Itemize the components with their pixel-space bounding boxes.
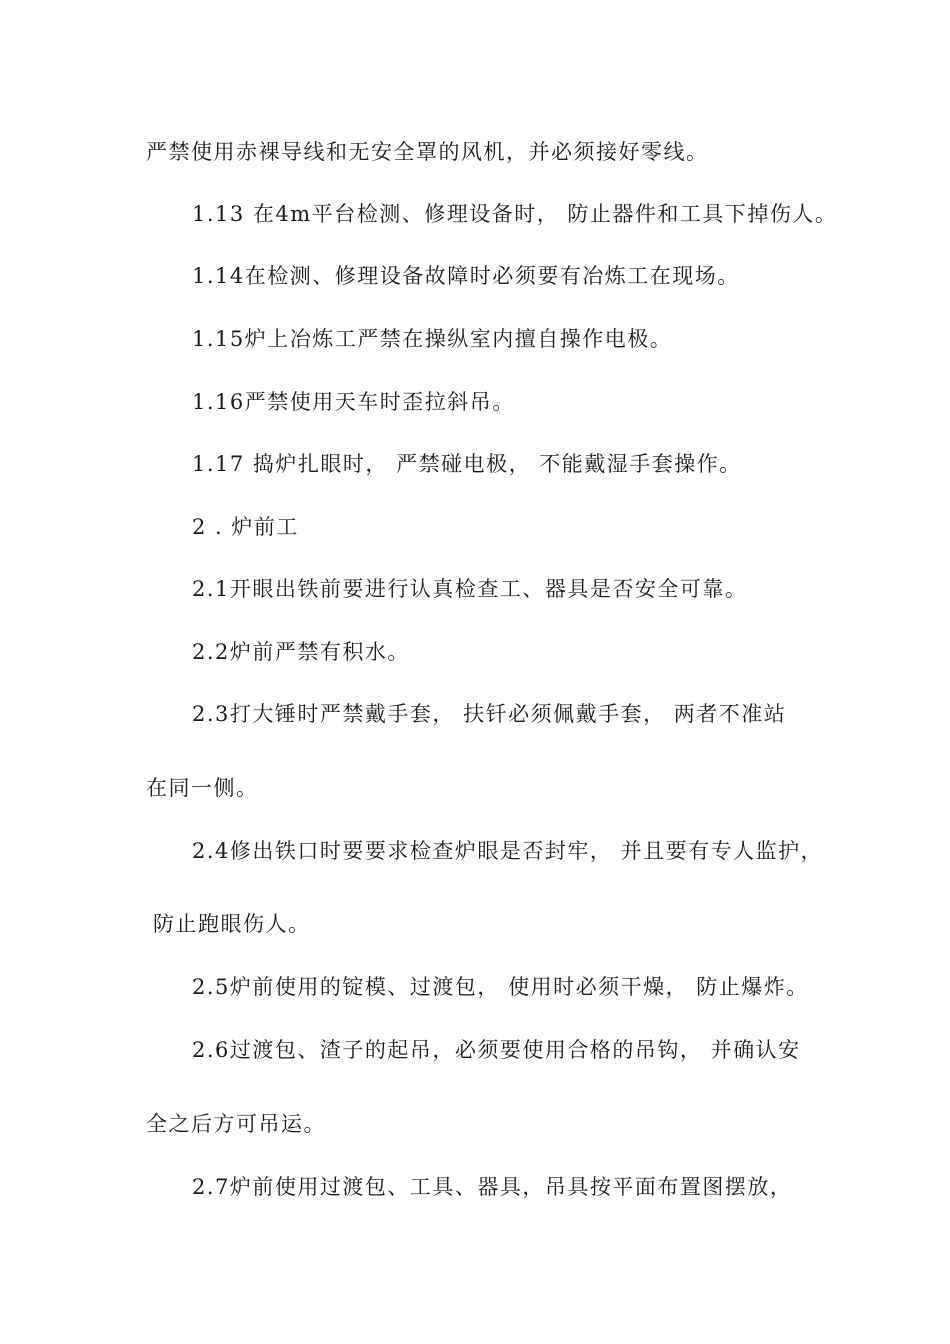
text-line-10: 2.3打大锤时严禁戴手套， 扶钎必须佩戴手套， 两者不准站 xyxy=(192,702,787,726)
text-line-16: 全之后方可吊运。 xyxy=(146,1112,326,1136)
text-line-4: 1.15炉上冶炼工严禁在操纵室内擅自操作电极。 xyxy=(192,327,673,351)
text-line-1: 严禁使用赤裸导线和无安全罩的风机，并必须接好零线。 xyxy=(146,140,709,164)
text-line-15: 2.6过渡包、渣子的起吊，必须要使用合格的吊钩， 并确认安 xyxy=(192,1038,801,1062)
text-line-11: 在同一侧。 xyxy=(146,776,259,800)
text-line-9: 2.2炉前严禁有积水。 xyxy=(192,640,410,664)
text-line-3: 1.14在检测、修理设备故障时必须要有冶炼工在现场。 xyxy=(192,264,740,288)
text-line-6: 1.17 捣炉扎眼时， 严禁碰电极， 不能戴湿手套操作。 xyxy=(192,452,742,476)
text-line-14: 2.5炉前使用的锭模、过渡包， 使用时必须干燥， 防止爆炸。 xyxy=(192,975,809,999)
text-line-2: 1.13 在4m平台检测、修理设备时， 防止器件和工具下掉伤人。 xyxy=(192,202,838,226)
text-line-5: 1.16严禁使用天车时歪拉斜吊。 xyxy=(192,390,515,414)
text-line-8: 2.1开眼出铁前要进行认真检查工、器具是否安全可靠。 xyxy=(192,577,748,601)
section-heading: 2 . 炉前工 xyxy=(192,515,299,539)
text-line-12: 2.4修出铁口时要要求检查炉眼是否封牢， 并且要有专人监护， xyxy=(192,839,824,863)
text-line-17: 2.7炉前使用过渡包、工具、器具，吊具按平面布置图摆放， xyxy=(192,1175,793,1199)
text-line-13: 防止跑眼伤人。 xyxy=(153,912,311,936)
